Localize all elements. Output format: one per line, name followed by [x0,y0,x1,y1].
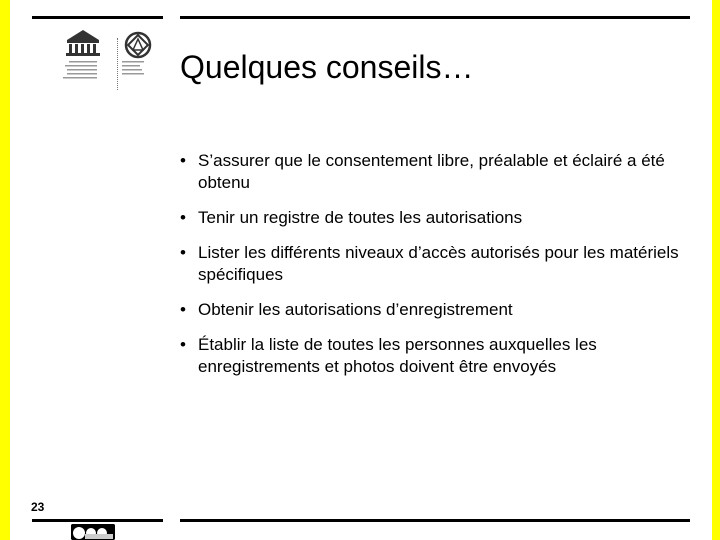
bullet-symbol: • [180,300,186,319]
slide [10,0,712,540]
cc-license-badge [71,524,115,540]
list-item [180,299,680,321]
top-rule-left [32,16,163,19]
list-item [180,242,680,286]
bullet-text: Tenir un registre de toutes les autorisations [198,208,523,227]
bullet-symbol: • [180,335,186,354]
logo-divider [117,38,118,90]
list-item [180,150,680,194]
unesco-ich-logo [55,28,155,90]
bullet-text: S’assurer que le consentement libre, préalable et éclairé a été obtenu [198,151,665,192]
bullet-symbol: • [180,243,186,262]
top-rule-right [180,16,690,19]
bullet-symbol: • [180,151,186,170]
bottom-rule-left [32,519,163,522]
bullet-text: Lister les différents niveaux d’accès autorisés pour les matériels spécifiques [198,243,679,284]
bullet-text: Obtenir les autorisations d’enregistrement [198,300,513,319]
bottom-rule-right [180,519,690,522]
bullet-text: Établir la liste de toutes les personnes auxquelles les enregistrements et photos doivent être envoyés [198,335,597,376]
list-item [180,207,680,229]
ich-emblem-icon [123,30,153,60]
page-number: 23 [31,500,45,514]
list-item [180,334,680,378]
slide-title: Quelques conseils… [180,49,474,85]
bullet-list [180,150,680,391]
bullet-symbol: • [180,208,186,227]
